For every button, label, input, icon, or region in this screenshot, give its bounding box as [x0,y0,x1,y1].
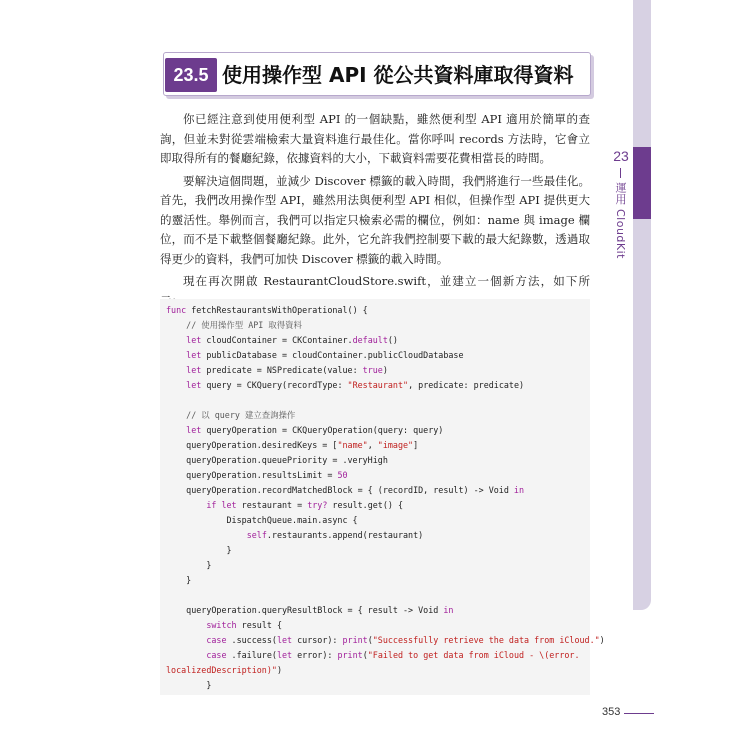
chapter-side-tab [633,147,651,219]
code-line [166,678,590,693]
code-line [166,513,590,528]
chapter-number: 23 [613,148,629,164]
chapter-side-strip [633,0,651,610]
paragraph: 你已經注意到使用便利型 API 的一個缺點，雖然便利型 API 適用於簡單的查詢，但並未對從雲端檢索大量資料進行最佳化。當你呼叫 records 方法時，它會立即取得所有的餐廳紀錄，依據資料的大小，下載資料需要花費相當長的時間。 [160,112,590,165]
code-token: // 使用操作型 API 取得資料 [186,320,302,330]
code-token: } [166,680,212,690]
code-token: predicate = NSPredicate(value: [201,365,363,375]
code-token: queryOperation.queuePriority = .veryHigh [166,455,388,465]
code-token: true [362,365,383,375]
code-token: switch [206,620,237,630]
code-token: in [443,605,454,615]
code-line [166,543,590,558]
code-token [166,635,206,645]
code-line [166,303,590,318]
code-token: let [186,425,202,435]
code-token: // 以 query 建立查詢操作 [186,410,296,420]
code-token: ] [413,440,419,450]
code-line [166,648,590,663]
code-token [166,530,247,540]
code-token: .success( [226,635,277,645]
code-token: query = CKQuery(recordType: [201,380,348,390]
code-token: queryOperation.recordMatchedBlock = { (recordID, result) -> Void [166,485,514,495]
code-token [166,365,186,375]
code-token: queryOperation = CKQueryOperation(query: query) [201,425,444,435]
code-token: } [166,560,212,570]
code-token: "image" [377,440,414,450]
code-token: , [367,440,378,450]
code-token: "Successfully retrieve the data from iCloud." [372,635,600,645]
code-block [166,303,605,693]
code-token [166,620,206,630]
section-number: 23.5 [165,58,217,92]
code-line [166,348,590,363]
code-token: let [276,635,293,645]
code-line [166,528,590,543]
code-token: in [513,485,525,495]
code-line [166,483,590,498]
code-token: print [337,650,363,660]
code-token: let [186,335,202,345]
code-line [166,633,605,648]
code-line [166,378,590,393]
code-token: cloudContainer = CKContainer. [201,335,353,345]
code-token: queryOperation.resultsLimit = [166,470,338,480]
code-line [166,573,590,588]
code-token: .failure( [226,650,277,660]
chapter-divider [620,168,621,178]
code-token: queryOperation.desiredKeys = [ [166,440,338,450]
code-line [166,438,590,453]
code-token: 50 [337,470,348,480]
code-line [166,423,590,438]
code-token: ) [382,365,388,375]
code-token: DispatchQueue.main.async { [166,515,358,525]
code-token [166,650,206,660]
code-line [166,498,590,513]
code-token: self [246,530,267,540]
code-token: "Failed to get data from iCloud - \(error. [367,650,580,660]
code-token [166,425,186,435]
code-line [166,408,590,423]
code-token [166,410,186,420]
paragraph: 要解決這個問題，並減少 Discover 標籤的載入時間，我們將進行一些最佳化。首先，我們改用操作型 API，雖然用法與便利型 API 相似，但操作型 API 提供更大的靈活性。舉例而言，我們可以指定只檢索必需的欄位，例如：name 與 image 欄位，而不是下載整個餐廳紀錄。此外，它允許我們控制要下載的最大紀錄數，透過取得更少的資料，我們可加快 Discover 標籤的載入時間。 [160,173,590,266]
code-line [166,363,590,378]
code-token: let [186,380,202,390]
code-token: ) [276,665,282,675]
code-token: } [166,545,232,555]
code-token: , predicate: predicate) [408,380,525,390]
code-token: ) [599,635,605,645]
page-number: 353 [602,706,621,718]
code-token: let [186,365,202,375]
code-token: ( [367,635,373,645]
code-line [166,618,590,633]
code-token [166,320,186,330]
code-token: publicDatabase = cloudContainer.publicCloudDatabase [201,350,464,360]
code-line [166,603,590,618]
body-text [160,110,590,314]
code-line [166,588,590,603]
code-token: .restaurants.append(restaurant) [266,530,424,540]
code-token: print [342,635,368,645]
code-token [166,335,186,345]
code-token: func [166,305,187,315]
code-line [166,453,590,468]
code-token [166,380,186,390]
code-line [166,393,590,408]
code-token: ( [362,650,368,660]
code-line [166,318,590,333]
code-token [166,350,186,360]
code-token: default [352,335,388,345]
code-token: cursor): [292,635,343,645]
code-token: } [166,575,192,585]
paragraph: 現在再次開啟 RestaurantCloudStore.swift，並建立一個新方法，如下所 [183,274,590,288]
code-token: queryOperation.queryResultBlock = { result -> Void [166,605,444,615]
code-token: error): [292,650,338,660]
code-token: let [186,350,202,360]
code-token: result.get() { [327,500,404,510]
code-token: fetchRestaurantsWithOperational() { [186,305,368,315]
code-token [166,500,206,510]
code-token: let [276,650,293,660]
chapter-title: 運用 CloudKit [614,182,627,259]
code-line [166,468,590,483]
code-token: localizedDescription)" [166,665,277,675]
code-token: "Restaurant" [347,380,409,390]
code-token: "name" [337,440,368,450]
code-line [166,333,590,348]
code-token: try? [307,500,328,510]
code-token: case [206,635,227,645]
code-line [166,558,590,573]
code-token: restaurant = [236,500,308,510]
code-token: if let [206,500,237,510]
code-line [166,663,590,678]
code-token: case [206,650,227,660]
footer-rule [624,713,654,714]
code-token: () [387,335,398,345]
code-token: result { [236,620,282,630]
section-title: 使用操作型 API 從公共資料庫取得資料 [222,63,574,87]
